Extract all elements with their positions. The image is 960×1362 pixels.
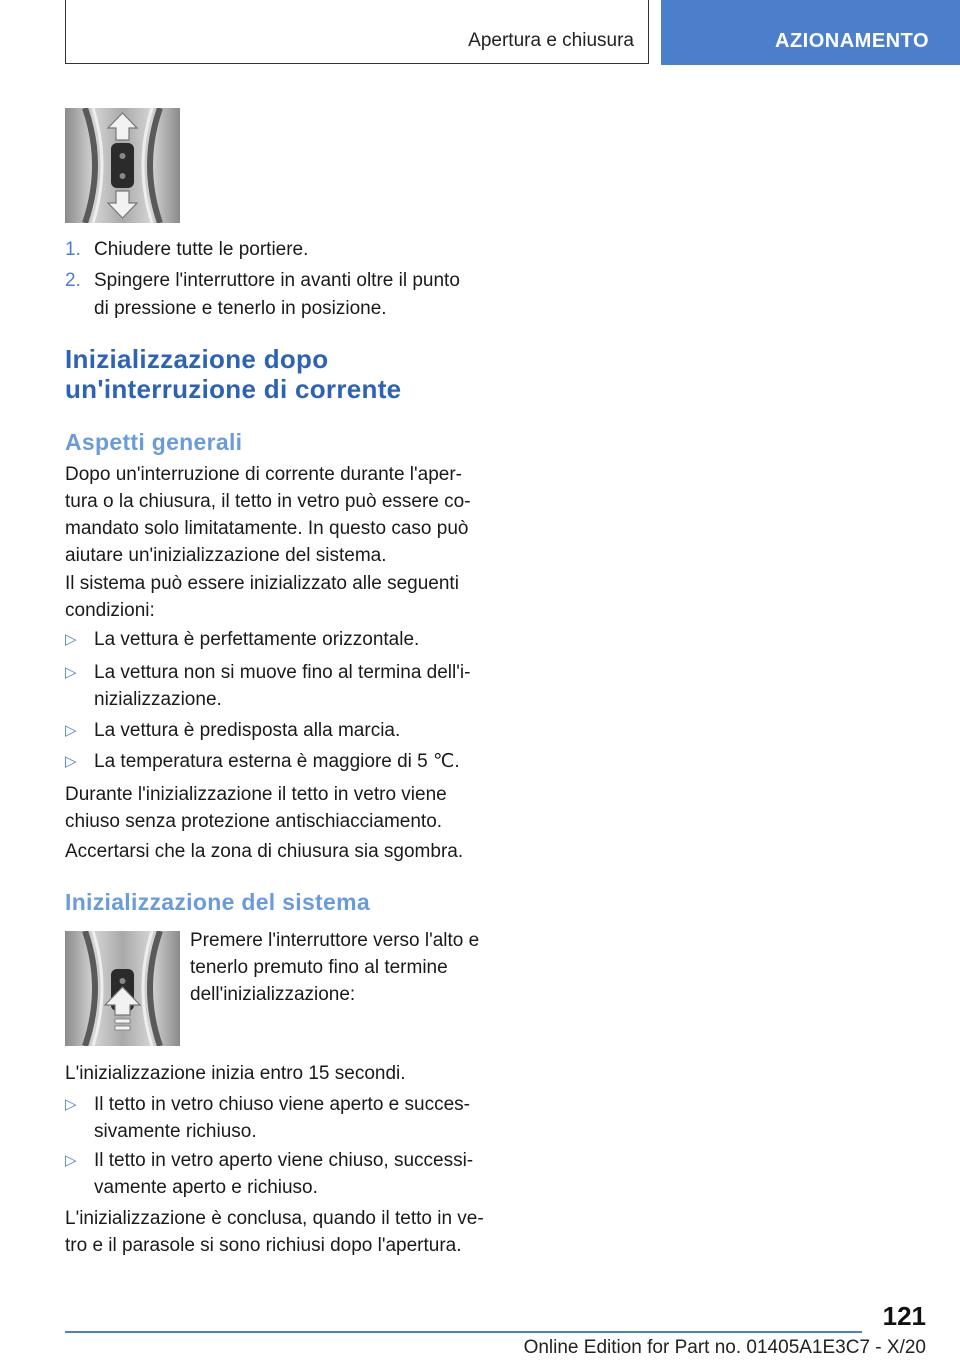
page-number: 121 [882,1301,926,1331]
section-tab [65,0,649,64]
paragraph: L'inizializzazione è conclusa, quando il tetto in ve- tro e il parasole si sono richiusi dopo l'apertura. [65,1208,484,1256]
step-text: Chiudere tutte le portiere. [94,239,309,260]
main-heading-line2: un'interruzione di corrente [65,374,402,404]
chapter-tab [661,0,960,65]
main-heading-line1: Inizializzazione dopo [65,344,329,374]
step-number: 1. [65,239,81,260]
subheading-general: Aspetti generali [65,429,243,455]
paragraph: Il sistema può essere inizializzato alle seguenti condizioni: [65,573,459,621]
list-item-text: Il tetto in vetro aperto viene chiuso, successi- vamente aperto e richiuso. [94,1150,474,1198]
bullet-marker: ▷ [65,1096,77,1113]
list-item-text: La vettura è predisposta alla marcia. [94,720,401,741]
list-item-text: La vettura è perfettamente orizzontale. [94,629,420,650]
step-text: Spingere l'interruttore in avanti oltre il punto di pressione e tenerlo in posizione. [94,270,460,319]
paragraph: Accertarsi che la zona di chiusura sia sgombra. [65,841,464,862]
paragraph: L'inizializzazione inizia entro 15 secondi. [65,1063,406,1084]
page-header [0,0,960,66]
paragraph: Durante l'inizializzazione il tetto in vetro viene chiuso senza protezione antischiacciamento. [65,784,447,832]
bullet-marker: ▷ [65,1152,77,1169]
figure-caption: Premere l'interruttore verso l'alto e tenerlo premuto fino al termine dell'inizializzazione: [190,930,480,1005]
list-item-text: La temperatura esterna è maggiore di 5 ℃. [94,751,460,772]
roof-switch-up-down-arrows-icon [65,108,180,223]
bullet-marker: ▷ [65,664,77,681]
paragraph: Dopo un'interruzione di corrente durante l'aper- tura o la chiusura, il tetto in vetro può essere co- mandato solo limitatamente. In questo caso può aiutare un'inizializzazione del sistema. [65,464,471,566]
footer-edition: Online Edition for Part no. 01405A1E3C7 - X/20 [523,1337,926,1358]
list-item-text: Il tetto in vetro chiuso viene aperto e succes- sivamente richiuso. [94,1094,470,1142]
section-title: Apertura e chiusura [468,30,634,51]
footer-divider [65,1331,862,1333]
step-number: 2. [65,270,81,291]
bullet-marker: ▷ [65,722,77,739]
subheading-system-init: Inizializzazione del sistema [65,889,370,915]
list-item-text: La vettura non si muove fino al termina dell'i- nizializzazione. [94,662,471,710]
chapter-title: AZIONAMENTO [775,30,930,52]
bullet-marker: ▷ [65,753,77,770]
bullet-marker: ▷ [65,631,77,648]
roof-switch-push-up-arrow-icon [65,931,180,1046]
